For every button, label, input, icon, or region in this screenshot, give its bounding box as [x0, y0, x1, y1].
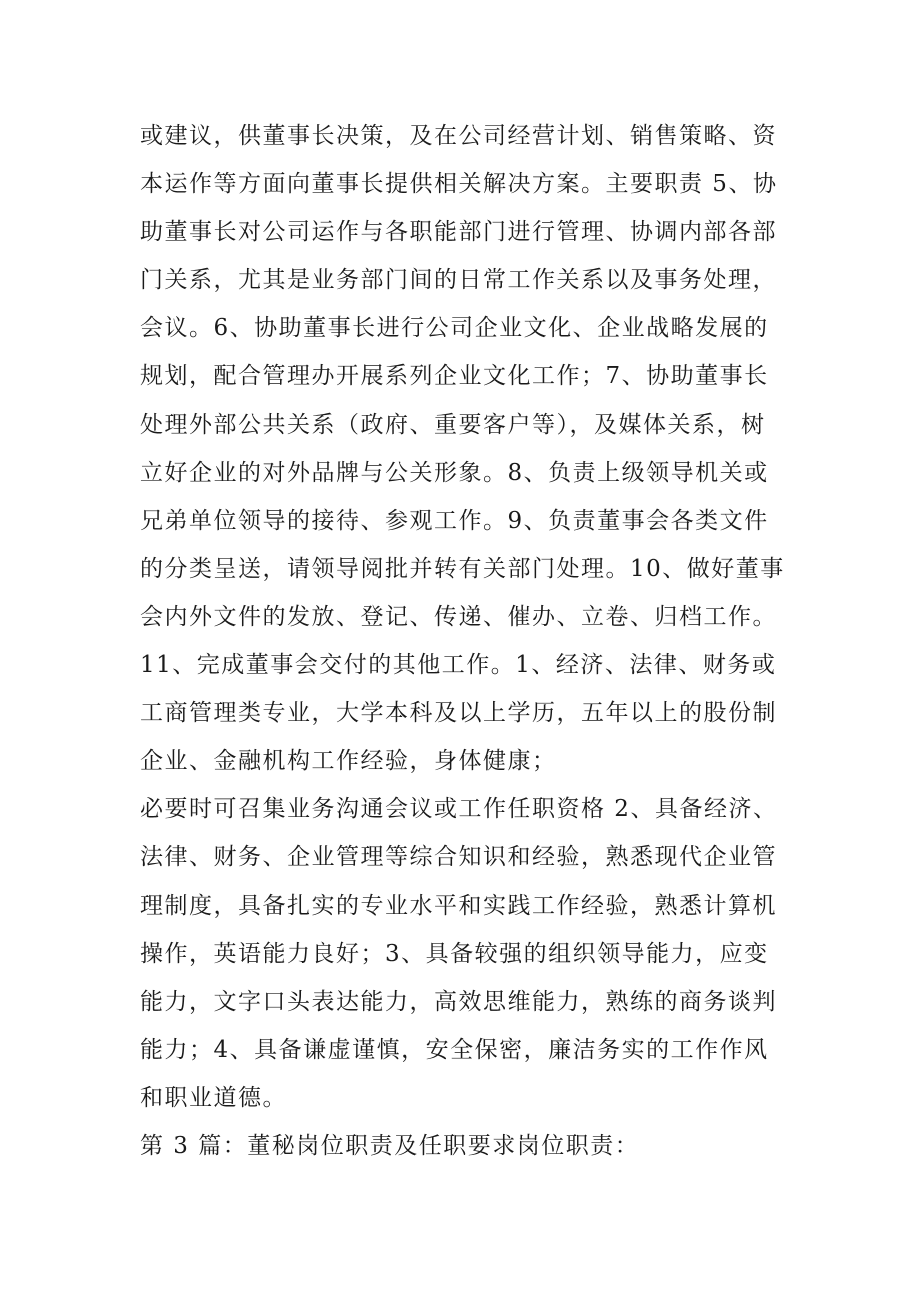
- text-line: 企业、金融机构工作经验，身体健康；: [140, 748, 557, 775]
- text-line: 操作，英语能力良好；3、具备较强的组织领导能力，应变: [140, 940, 769, 967]
- text-line: 助董事长对公司运作与各职能部门进行管理、协调内部各部: [140, 219, 777, 246]
- text-line: 处理外部公共关系（政府、重要客户等），及媒体关系，树: [140, 411, 766, 438]
- text-line: 兄弟单位领导的接待、参观工作。9、负责董事会各类文件: [140, 507, 769, 534]
- text-line: 或建议，供董事长决策，及在公司经营计划、销售策略、资: [140, 123, 777, 149]
- text-line: 本运作等方面向董事长提供相关解决方案。主要职责 5、协: [140, 171, 778, 198]
- text-line: 会议。6、协助董事长进行公司企业文化、企业战略发展的: [140, 315, 769, 342]
- text-line: 立好企业的对外品牌与公关形象。8、负责上级领导机关或: [140, 459, 769, 486]
- text-line: 能力，文字口头表达能力，高效思维能力，熟练的商务谈判: [140, 988, 777, 1015]
- section-heading: 第 3 篇：董秘岗位职责及任职要求岗位职责：: [140, 1132, 640, 1159]
- text-line: 能力；4、具备谦虚谨慎，安全保密，廉洁务实的工作作风: [140, 1036, 769, 1063]
- text-line: 法律、财务、企业管理等综合知识和经验，熟悉现代企业管: [140, 844, 777, 871]
- text-line: 11、完成董事会交付的其他工作。1、经济、法律、财务或: [140, 652, 777, 679]
- text-line: 门关系，尤其是业务部门间的日常工作关系以及事务处理，: [140, 267, 777, 294]
- document-body: [140, 112, 805, 1170]
- text-line: 工商管理类专业，大学本科及以上学历，五年以上的股份制: [140, 700, 777, 727]
- text-line: 规划，配合管理办开展系列企业文化工作；7、协助董事长: [140, 363, 769, 390]
- text-line: 必要时可召集业务沟通会议或工作任职资格 2、具备经济、: [140, 796, 778, 823]
- text-line: 的分类呈送，请领导阅批并转有关部门处理。10、做好董事: [140, 555, 785, 582]
- text-line: 会内外文件的发放、登记、传递、催办、立卷、归档工作。: [140, 603, 777, 630]
- text-line: 和职业道德。: [140, 1084, 287, 1111]
- text-line: 理制度，具备扎实的专业水平和实践工作经验，熟悉计算机: [140, 892, 777, 919]
